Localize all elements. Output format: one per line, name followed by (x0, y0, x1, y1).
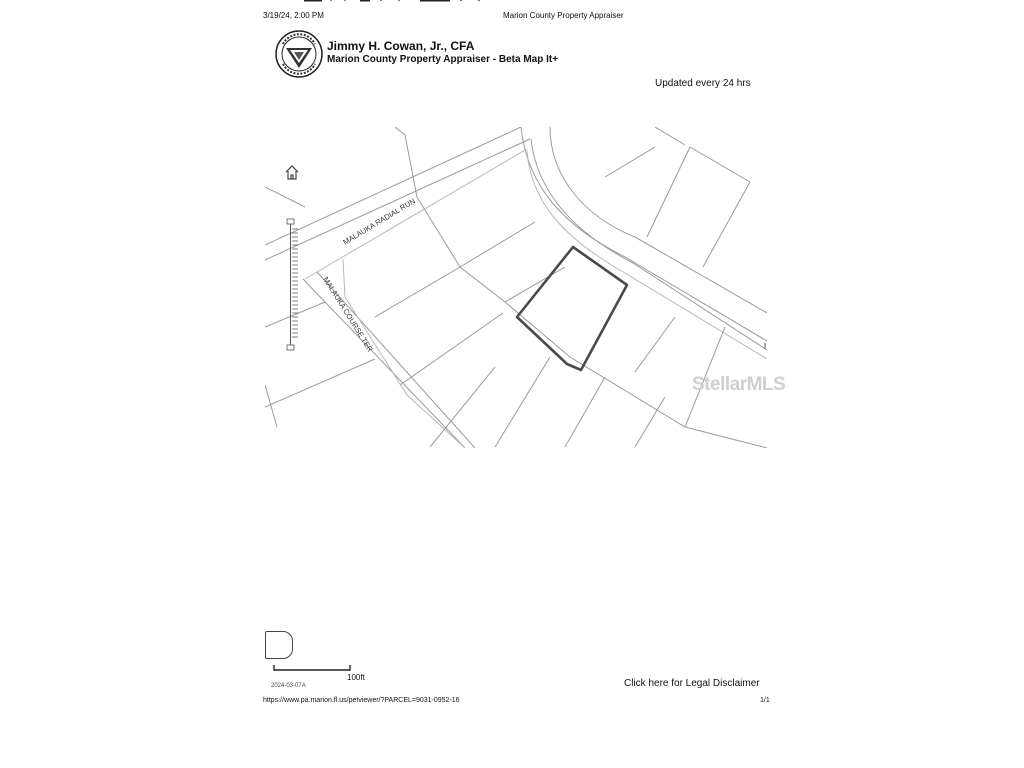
print-source: Marion County Property Appraiser (503, 11, 624, 20)
home-icon[interactable] (286, 166, 298, 179)
property-appraiser-seal-icon (275, 30, 323, 78)
page-url: https://www.pa.marion.fl.us/petviewer/?PARCEL=9031-0952-16 (263, 697, 460, 704)
radial-run-edge-south (265, 139, 530, 260)
page-number: 1/1 (760, 697, 770, 704)
east-road-outer (550, 127, 767, 313)
street-label-course-ter: MALAUKA COURSE TER (321, 275, 375, 354)
map-date: 2024-03-07A (271, 683, 306, 689)
scale-label: 100ft (347, 673, 365, 682)
cropped-top-heading (300, 0, 500, 4)
zoom-slider[interactable] (287, 219, 298, 350)
curve-road-outer (521, 127, 767, 341)
selected-parcel[interactable] (517, 247, 627, 370)
parcel-map[interactable] (265, 127, 767, 448)
legal-disclaimer-link[interactable]: Click here for Legal Disclaimer (624, 678, 760, 689)
update-note: Updated every 24 hrs (655, 78, 751, 89)
watermark: StellarMLS (692, 374, 786, 395)
appraiser-name: Jimmy H. Cowan, Jr., CFA (327, 39, 475, 53)
street-label-radial-run: MALAUKA RADIAL RUN (341, 196, 417, 247)
print-datetime: 3/19/24, 2:00 PM (263, 11, 324, 20)
appraiser-subtitle: Marion County Property Appraiser - Beta Map It+ (327, 54, 559, 65)
course-ter-edge-west (303, 279, 465, 448)
north-arrow-box (265, 631, 293, 659)
scale-bar (273, 665, 351, 671)
